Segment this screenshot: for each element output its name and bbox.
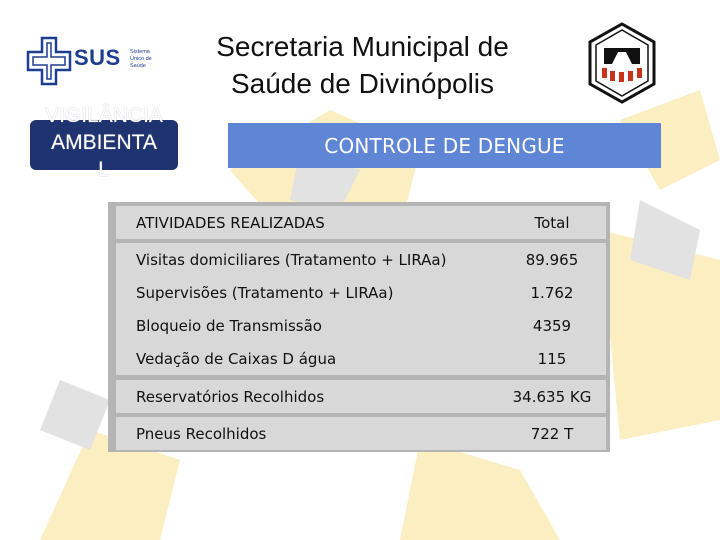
row-activity: Reservatórios Recolhidos: [116, 380, 586, 413]
section-banner-title: CONTROLE DE DENGUE: [324, 133, 565, 158]
row-activity: Supervisões (Tratamento + LIRAa): [116, 276, 586, 309]
municipal-crest-icon: [586, 22, 658, 104]
sus-cross-icon: [26, 36, 74, 88]
row-total: 722 T: [498, 417, 606, 450]
section-banner: [228, 123, 661, 168]
row-total: 34.635 KG: [498, 380, 606, 413]
page-title-line-1: Secretaria Municipal de: [216, 31, 509, 62]
header-total: Total: [498, 206, 606, 239]
row-total: 1.762: [498, 276, 606, 309]
row-total: 115: [498, 342, 606, 375]
sus-logo: [26, 36, 156, 88]
row-total: 89.965: [498, 243, 606, 276]
row-total: 4359: [498, 309, 606, 342]
vigilancia-ambiental-label: VIGILÂNCIA AMBIENTA L: [45, 104, 163, 181]
row-activity: Pneus Recolhidos: [116, 417, 586, 450]
row-activity: Vedação de Caixas D água: [116, 342, 586, 375]
row-activity: Visitas domiciliares (Tratamento + LIRAa): [116, 243, 586, 276]
page-title-line-2: Saúde de Divinópolis: [230, 68, 495, 99]
header-activity: ATIVIDADES REALIZADAS: [116, 206, 586, 239]
activities-table: [108, 202, 610, 452]
page-title: [170, 28, 555, 102]
row-activity: Bloqueio de Transmissão: [116, 309, 586, 342]
sus-logo-subtitle: Sistema Único de Saúde: [130, 49, 152, 69]
sus-logo-text: SUS: [74, 45, 121, 70]
